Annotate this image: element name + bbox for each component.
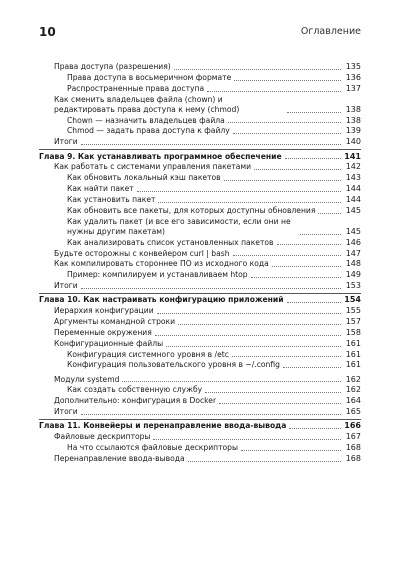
toc-entry[interactable] — [39, 385, 361, 395]
toc-page-number: 140 — [345, 137, 361, 147]
dot-leader — [207, 91, 341, 92]
toc-entry[interactable] — [39, 126, 361, 136]
toc-entry[interactable] — [39, 84, 361, 94]
table-of-contents — [39, 62, 361, 465]
dot-leader — [234, 80, 341, 81]
toc-page-number: 145 — [345, 205, 361, 215]
dot-leader — [233, 255, 341, 256]
toc-entry-title: Будьте осторожны с конвейером curl | bash — [54, 248, 230, 258]
toc-entry-title: Глава 9. Как устанавливать программное обеспечение — [39, 151, 282, 161]
toc-page-number: 162 — [345, 374, 361, 384]
toc-entry[interactable] — [39, 238, 361, 248]
dot-leader — [188, 461, 341, 462]
toc-entry[interactable] — [39, 350, 361, 360]
dot-leader — [158, 202, 341, 203]
dot-leader — [289, 428, 341, 429]
dot-leader — [137, 191, 341, 192]
toc-entry-title: Глава 10. Как настраивать конфигурацию приложений — [39, 295, 284, 305]
toc-entry[interactable] — [39, 328, 361, 338]
dot-leader — [166, 346, 341, 347]
toc-page-number: 167 — [345, 432, 361, 442]
toc-page-number: 144 — [345, 194, 361, 204]
dot-leader — [254, 169, 341, 170]
toc-page-number: 162 — [345, 385, 361, 395]
toc-entry-title: Дополнительно: конфигурация в Docker — [54, 396, 217, 406]
dot-leader — [300, 234, 341, 235]
toc-page-number: 148 — [345, 259, 361, 269]
toc-entry[interactable] — [39, 339, 361, 349]
toc-entry[interactable] — [39, 195, 361, 205]
toc-page-number: 149 — [345, 270, 361, 280]
toc-page-number: 161 — [345, 360, 361, 370]
toc-entry-title: Права доступа (разрешения) — [54, 62, 171, 71]
toc-chapter[interactable] — [39, 295, 361, 305]
toc-entry-title: Итоги — [54, 281, 78, 291]
toc-entry[interactable] — [39, 432, 361, 442]
dot-leader — [205, 392, 341, 393]
toc-entry[interactable] — [39, 137, 361, 147]
toc-entry-title: Глава 11. Конвейеры и перенаправление ввода-вывода — [39, 421, 287, 431]
toc-page-number: 137 — [345, 83, 361, 93]
toc-entry-title: Chmod — задать права доступа к файлу — [67, 126, 230, 136]
toc-page-number: 135 — [345, 62, 361, 71]
toc-page-number: 138 — [345, 104, 361, 114]
dot-leader — [285, 158, 341, 159]
dot-leader — [287, 302, 341, 303]
toc-page-number: 138 — [345, 115, 361, 125]
toc-entry-title: Как обновить локальный кэш пакетов — [67, 173, 221, 183]
toc-entry[interactable] — [39, 375, 361, 385]
toc-entry-title: Переменные окружения — [54, 327, 152, 337]
toc-page-number: 157 — [345, 317, 361, 327]
toc-entry-title: Конфигурационные файлы — [54, 338, 164, 348]
toc-entry[interactable] — [39, 217, 361, 237]
toc-page-number: 144 — [345, 184, 361, 194]
toc-entry[interactable] — [39, 270, 361, 280]
toc-entry-title: Chown — назначить владельцев файла — [67, 115, 225, 125]
toc-page-number: 146 — [345, 237, 361, 247]
toc-entry[interactable] — [39, 73, 361, 83]
toc-entry-title: На что ссылаются файловые дескрипторы — [67, 443, 239, 453]
toc-page-number: 165 — [345, 407, 361, 417]
toc-entry[interactable] — [39, 95, 361, 115]
toc-page-number: 154 — [344, 295, 361, 305]
toc-page-number: 136 — [345, 72, 361, 82]
toc-entry-title: Итоги — [54, 137, 78, 147]
toc-entry[interactable] — [39, 396, 361, 406]
toc-page-number: 143 — [345, 173, 361, 183]
toc-page-number: 161 — [345, 349, 361, 359]
dot-leader — [287, 112, 341, 113]
toc-entry[interactable] — [39, 162, 361, 172]
dot-leader — [251, 277, 341, 278]
toc-entry[interactable] — [39, 62, 361, 72]
toc-entry-title: Файловые дескрипторы — [54, 432, 151, 442]
toc-entry-title: Права доступа в восьмеричном формате — [67, 72, 232, 82]
page-number: 10 — [39, 25, 56, 39]
toc-page-number: 168 — [345, 443, 361, 453]
toc-entry-title: Распространенные права доступа — [67, 83, 205, 93]
dot-leader — [224, 180, 341, 181]
dot-leader — [228, 122, 341, 123]
toc-page-number: 147 — [345, 248, 361, 258]
dot-leader — [233, 133, 341, 134]
toc-page-number: 139 — [345, 126, 361, 136]
toc-page-number: 161 — [345, 338, 361, 348]
toc-page-number: 166 — [344, 421, 361, 431]
toc-page-number: 158 — [345, 327, 361, 337]
toc-chapter[interactable] — [39, 421, 361, 431]
toc-page-number: 164 — [345, 396, 361, 406]
toc-entry-title: Как удалить пакет (и все его зависимости, если они не нужны другим пакетам) — [67, 216, 291, 236]
dot-leader — [241, 450, 341, 451]
toc-entry-title: Как компилировать стороннее ПО из исходного кода — [54, 259, 269, 269]
dot-leader — [272, 266, 341, 267]
dot-leader — [155, 335, 341, 336]
dot-leader — [81, 288, 341, 289]
dot-leader — [232, 356, 341, 357]
toc-entry[interactable] — [39, 184, 361, 194]
toc-entry[interactable] — [39, 281, 361, 291]
toc-entry-title: Как анализировать список установленных пакетов — [67, 237, 274, 247]
toc-entry-title: Итоги — [54, 407, 78, 417]
toc-chapter[interactable] — [39, 152, 361, 162]
toc-page-number: 142 — [345, 162, 361, 172]
toc-page-number: 141 — [344, 151, 361, 161]
toc-entry-title: Как обновить все пакеты, для которых доступны обновления — [67, 205, 316, 215]
toc-entry-title: Как установить пакет — [67, 194, 156, 204]
dot-leader — [153, 439, 341, 440]
dot-leader — [174, 69, 341, 70]
toc-entry-title: Конфигурация пользовательского уровня в ~/.config — [67, 360, 280, 370]
dot-leader — [178, 324, 341, 325]
toc-entry[interactable] — [39, 443, 361, 453]
toc-entry[interactable] — [39, 259, 361, 269]
toc-entry-title: Аргументы командной строки — [54, 317, 176, 327]
toc-entry-title: Модули systemd — [54, 374, 120, 384]
running-title: Оглавление — [300, 26, 361, 37]
toc-entry[interactable] — [39, 360, 361, 370]
dot-leader — [122, 381, 341, 382]
toc-entry[interactable] — [39, 206, 361, 216]
toc-entry-title: Как работать с системами управления пакетами — [54, 162, 252, 172]
dot-leader — [81, 144, 341, 145]
toc-page-number: 168 — [345, 453, 361, 463]
dot-leader — [318, 213, 341, 214]
toc-entry[interactable] — [39, 317, 361, 327]
toc-entry-title: Как найти пакет — [67, 184, 134, 194]
dot-leader — [277, 244, 342, 245]
dot-leader — [219, 403, 341, 404]
page-header — [39, 24, 361, 40]
toc-entry-title: Иерархия конфигурации — [54, 306, 154, 316]
toc-entry[interactable] — [39, 116, 361, 126]
dot-leader — [283, 367, 341, 368]
toc-entry[interactable] — [39, 173, 361, 183]
dot-leader — [81, 414, 341, 415]
toc-entry[interactable] — [39, 306, 361, 316]
toc-page-number: 145 — [345, 226, 361, 236]
toc-entry[interactable] — [39, 454, 361, 464]
dot-leader — [157, 313, 341, 314]
toc-page-number: 153 — [345, 281, 361, 291]
toc-entry-title: Как создать собственную службу — [67, 385, 203, 395]
toc-entry[interactable] — [39, 407, 361, 417]
toc-entry-title: Пример: компилируем и устанавливаем htop — [67, 270, 248, 280]
toc-entry-title: Перенаправление ввода-вывода — [54, 453, 185, 463]
toc-entry[interactable] — [39, 249, 361, 259]
toc-page-number: 155 — [345, 306, 361, 316]
toc-entry-title: Как сменить владельцев файла (chown) и редактировать права доступа к нему (chmod) — [54, 94, 240, 114]
toc-entry-title: Конфигурация системного уровня в /etc — [67, 349, 229, 359]
